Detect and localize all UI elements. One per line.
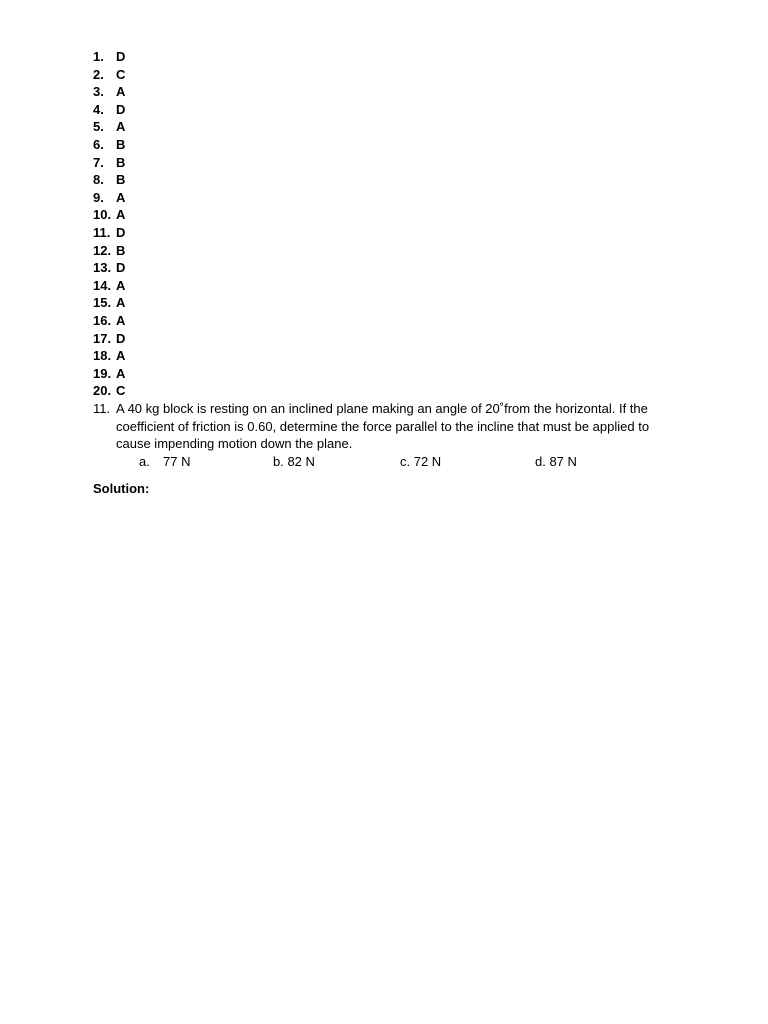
answer-number: 3. xyxy=(93,84,104,100)
choice-a-letter: a. xyxy=(139,454,150,469)
answer-key-item xyxy=(93,206,125,224)
answer-letter: A xyxy=(116,312,126,328)
answer-letter: B xyxy=(116,242,126,258)
answer-number: 15. xyxy=(93,295,112,311)
answer-key-item xyxy=(93,171,125,189)
answer-letter: B xyxy=(116,172,126,188)
question-number: 11. xyxy=(93,401,111,416)
answer-letter: C xyxy=(116,66,126,82)
answer-key-item xyxy=(93,83,125,101)
answer-letter: C xyxy=(116,383,126,399)
answer-letter: A xyxy=(116,295,126,311)
answer-key-item xyxy=(93,154,125,172)
answer-number: 10. xyxy=(93,207,112,223)
answer-letter: D xyxy=(116,49,126,64)
answer-number: 2. xyxy=(93,66,104,82)
answer-number: 13. xyxy=(93,260,112,276)
answer-key-list xyxy=(93,48,125,400)
answer-number: 12. xyxy=(93,242,112,258)
choice-b xyxy=(273,453,315,471)
choice-c-value: c. 72 N xyxy=(400,454,442,469)
answer-letter: B xyxy=(116,154,126,170)
answer-number: 18. xyxy=(93,348,112,364)
choice-d xyxy=(535,453,577,471)
answer-key-item xyxy=(93,189,125,207)
answer-key-item xyxy=(93,294,125,312)
answer-key-item xyxy=(93,347,125,365)
answer-letter: A xyxy=(116,119,126,135)
solution-label: Solution: xyxy=(93,481,150,496)
answer-key-item xyxy=(93,136,125,154)
choice-a xyxy=(139,453,190,471)
answer-number: 6. xyxy=(93,136,104,152)
answer-key-item xyxy=(93,365,125,383)
answer-letter: D xyxy=(116,224,126,240)
choice-d-value: d. 87 N xyxy=(535,454,577,469)
choice-b-value: b. 82 N xyxy=(273,454,315,469)
question-11 xyxy=(93,400,673,453)
answer-key-item xyxy=(93,277,125,295)
answer-number: 7. xyxy=(93,154,104,170)
answer-key-item xyxy=(93,101,125,119)
answer-number: 9. xyxy=(93,189,104,205)
question-text: A 40 kg block is resting on an inclined plane making an angle of 20˚from the horizontal. If the coefficient of friction is 0.60, determine the force parallel to the incline that must be applied to cause impending motion down the plane. xyxy=(116,401,650,452)
answer-number: 19. xyxy=(93,365,112,381)
answer-number: 4. xyxy=(93,101,104,117)
answer-key-item xyxy=(93,224,125,242)
answer-letter: A xyxy=(116,189,126,205)
answer-letter: A xyxy=(116,348,126,364)
answer-letter: A xyxy=(116,365,126,381)
answer-choices xyxy=(0,453,768,471)
answer-number: 5. xyxy=(93,119,104,135)
answer-number: 1. xyxy=(93,49,104,64)
answer-number: 14. xyxy=(93,277,112,293)
answer-key-item xyxy=(93,259,125,277)
answer-key-item xyxy=(93,48,125,66)
answer-letter: A xyxy=(116,84,126,100)
answer-key-item xyxy=(93,330,125,348)
answer-key-item xyxy=(93,66,125,84)
answer-letter: D xyxy=(116,330,126,346)
answer-key-item xyxy=(93,118,125,136)
answer-number: 20. xyxy=(93,383,112,399)
answer-number: 16. xyxy=(93,312,112,328)
answer-key-item xyxy=(93,312,125,330)
answer-letter: A xyxy=(116,277,126,293)
answer-letter: B xyxy=(116,136,126,152)
answer-letter: D xyxy=(116,260,126,276)
choice-c xyxy=(400,453,441,471)
answer-number: 11. xyxy=(93,224,111,240)
answer-number: 8. xyxy=(93,172,104,188)
choice-a-value: 77 N xyxy=(163,454,191,469)
answer-letter: D xyxy=(116,101,126,117)
answer-key-item xyxy=(93,382,125,400)
answer-number: 17. xyxy=(93,330,112,346)
answer-key-item xyxy=(93,242,125,260)
answer-letter: A xyxy=(116,207,126,223)
